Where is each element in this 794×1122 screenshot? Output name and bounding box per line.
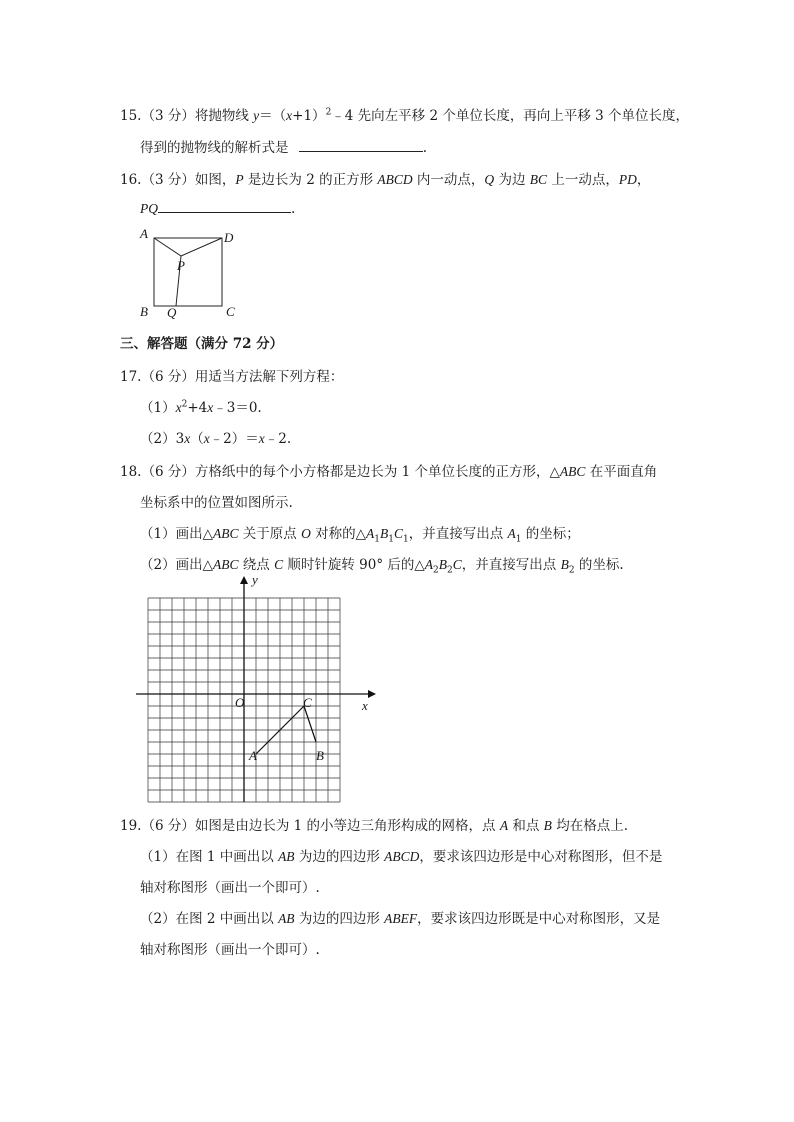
q17-p2-end: ﹣2. <box>264 431 292 447</box>
q17-part2 <box>140 427 291 447</box>
q15-eq: ＝（ <box>259 108 287 124</box>
q18-p1-pa: A <box>507 526 516 541</box>
q19-p2-ab: AB <box>278 911 295 926</box>
q18-p2-abc: ABC <box>212 557 239 572</box>
q18-line2: 坐标系中的位置如图所示. <box>140 495 293 511</box>
q16-bc: BC <box>529 172 548 187</box>
q18-l1-abc: ABC <box>559 464 586 479</box>
q16-square-figure <box>136 226 256 318</box>
q16-t1: 是边长为 2 的正方形 <box>243 172 378 188</box>
label-p: P <box>177 258 185 273</box>
q18-p2-b2: B <box>438 557 448 572</box>
axis-label-x: x <box>362 698 368 713</box>
q15-line2 <box>140 136 427 156</box>
q19-part2 <box>140 907 660 927</box>
q17-p1-mid: +4 <box>187 400 208 416</box>
point-label-c: C <box>303 695 312 710</box>
q18-p2-a: （2）画出△ <box>140 557 213 573</box>
point-label-b: B <box>316 748 324 763</box>
q15-period: . <box>422 140 428 156</box>
q18-p1-pas: 1 <box>515 534 522 545</box>
q15-y: y <box>253 108 260 123</box>
q18-p2-pb: B <box>560 557 569 572</box>
q18-line1 <box>120 460 657 480</box>
q16-line2 <box>140 200 295 217</box>
section-heading: 三、解答题（满分 72 分） <box>120 336 284 352</box>
q15-text: 15.（3 分）将抛物线 <box>120 108 254 124</box>
x-axis-arrow-icon <box>368 690 376 698</box>
q15-answer-blank[interactable] <box>299 139 423 152</box>
q16-line1 <box>120 168 650 188</box>
q16-period: . <box>291 201 296 217</box>
q19-l1-pb: B <box>543 818 552 833</box>
q18-part2 <box>140 553 624 576</box>
q16-p: P <box>235 172 244 187</box>
q17-p1-x2: x <box>207 400 214 415</box>
q17-p2-pre: （2）3 <box>140 431 185 447</box>
q16-pq: PQ <box>140 201 158 216</box>
q18-p1-c1s: 1 <box>403 534 409 545</box>
q19-l1-a: 19.（6 分）如图是由边长为 1 的小等边三角形构成的网格，点 <box>120 818 500 834</box>
q19-p2-b: 为边的四边形 <box>294 911 385 927</box>
q19-l1-pa: A <box>499 818 509 833</box>
q19-part1-line2: 轴对称图形（画出一个即可）. <box>140 880 320 896</box>
q15-plus: +1） <box>292 108 326 124</box>
q18-p1-abc: ABC <box>212 526 239 541</box>
q18-p2-b2s: 2 <box>447 565 453 576</box>
q17-p2-x2: x <box>203 431 210 446</box>
q19-part1 <box>140 845 662 865</box>
q18-l1-a: 18.（6 分）方格纸中的每个小方格都是边长为 1 个单位长度的正方形，△ <box>120 464 560 480</box>
q19-p1-abcd: ABCD <box>384 849 420 864</box>
square-abcd <box>154 238 222 306</box>
q18-p1-c: 对称的△ <box>310 526 367 542</box>
q18-p2-d: 顺时针旋转 90° 后的△ <box>283 557 425 573</box>
q17-p2-x: x <box>184 431 191 446</box>
q16-t3: 为边 <box>494 172 530 188</box>
q19-p1-c: ，要求该四边形是中心对称图形，但不是 <box>419 849 663 865</box>
q18-p1-a1s: 1 <box>374 534 380 545</box>
q17-p2-x3: x <box>258 431 265 446</box>
q18-p1-d: ，并直接写出点 <box>408 526 508 542</box>
q19-p2-abef: ABEF <box>384 911 418 926</box>
q18-p1-e: 的坐标； <box>521 526 580 542</box>
q18-p2-e: ，并直接写出点 <box>461 557 561 573</box>
q18-p1-b: 关于原点 <box>238 526 302 542</box>
q18-coordinate-grid <box>130 574 380 804</box>
q17-p1-end: ﹣3＝0. <box>213 400 262 416</box>
q17-p2-mid2: ﹣2）＝ <box>209 431 259 447</box>
q16-q: Q <box>484 172 495 187</box>
q19-p1-b: 为边的四边形 <box>294 849 385 865</box>
q16-t5: ， <box>636 172 651 188</box>
q16-text: 16.（3 分）如图， <box>120 172 236 188</box>
q18-p1-b1s: 1 <box>388 534 394 545</box>
label-a: A <box>140 226 148 241</box>
q19-p1-a: （1）在图 1 中画出以 <box>140 849 279 865</box>
q15-power: 2 <box>325 107 332 118</box>
segment-pd <box>181 238 222 256</box>
q19-l1-b: 和点 <box>508 818 544 834</box>
q19-p2-c: ，要求该四边形既是中心对称图形，又是 <box>417 911 661 927</box>
q18-p1-a: （1）画出△ <box>140 526 213 542</box>
label-d: D <box>224 230 234 245</box>
q17-part1 <box>140 396 262 416</box>
q18-p1-o: O <box>301 526 311 541</box>
q19-p2-a: （2）在图 2 中画出以 <box>140 911 279 927</box>
q18-p1-b1: B <box>380 526 389 541</box>
q18-part1 <box>140 522 580 545</box>
segment-cb <box>304 706 316 742</box>
q17-p1-x: x <box>175 400 182 415</box>
q18-p2-c2: C <box>452 557 462 572</box>
segment-pa <box>154 238 181 256</box>
q18-p2-b: 绕点 <box>238 557 275 573</box>
axis-label-y: y <box>252 572 258 587</box>
q16-answer-blank[interactable] <box>158 200 291 213</box>
y-axis-arrow-icon <box>240 576 248 584</box>
q15-line2-text: 得到的抛物线的解析式是 <box>140 140 289 156</box>
point-label-a: A <box>249 748 257 763</box>
q16-pd: PD <box>618 172 637 187</box>
q15-rest: ﹣4 先向左平移 2 个单位长度，再向上平移 3 个单位长度， <box>331 108 690 124</box>
q18-p1-c1: C <box>393 526 403 541</box>
q15-x: x <box>286 108 293 123</box>
q15-line1 <box>120 104 689 124</box>
q18-l1-b: 在平面直角 <box>585 464 658 480</box>
origin-label: O <box>235 695 245 710</box>
q17-p2-mid: （ <box>190 431 204 447</box>
q19-line1 <box>120 814 628 834</box>
q18-p2-c: C <box>274 557 284 572</box>
q18-p1-a1: A <box>366 526 375 541</box>
q19-p1-ab: AB <box>278 849 295 864</box>
q19-l1-c: 均在格点上. <box>551 818 628 834</box>
label-c: C <box>226 304 235 319</box>
q18-p2-a2s: 2 <box>433 565 439 576</box>
q18-p2-f: 的坐标. <box>574 557 624 573</box>
q17-line1: 17.（6 分）用适当方法解下列方程： <box>120 369 344 385</box>
label-b: B <box>140 304 148 319</box>
q16-abcd: ABCD <box>377 172 413 187</box>
q17-p1-pre: （1） <box>140 400 176 416</box>
q16-t2: 内一动点， <box>412 172 485 188</box>
q18-p2-a2: A <box>424 557 434 572</box>
label-q: Q <box>167 305 177 320</box>
q18-p2-pbs: 2 <box>568 565 575 576</box>
q16-t4: 上一动点， <box>547 172 619 188</box>
q19-part2-line2: 轴对称图形（画出一个即可）. <box>140 942 320 958</box>
q17-p1-pow: 2 <box>181 399 188 410</box>
